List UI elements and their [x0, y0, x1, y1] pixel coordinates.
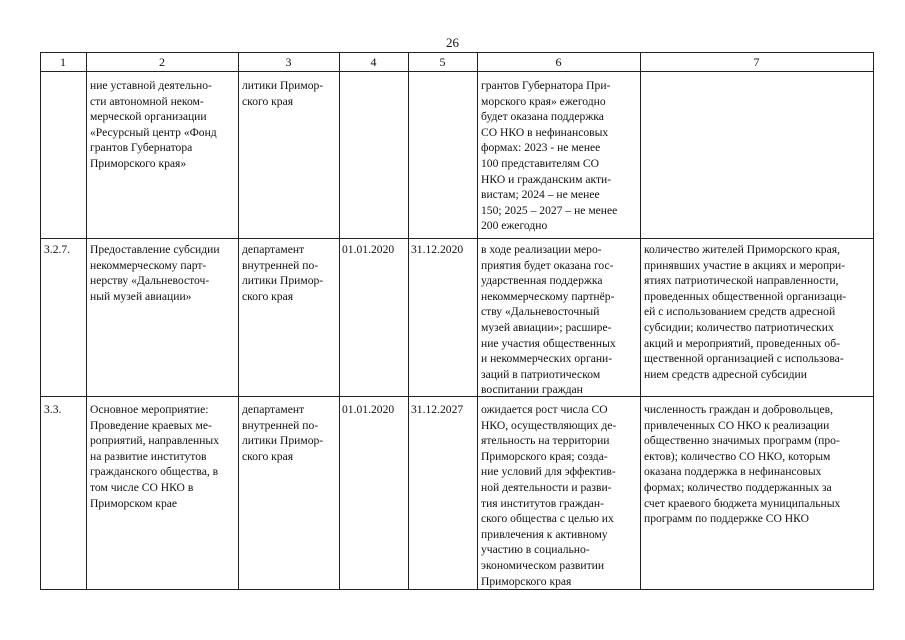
column-divider [238, 52, 239, 590]
header-cell: 6 [555, 55, 562, 69]
activity-name: Основное мероприятие: Проведение краевых ме- роприятий, направленных на развитие институтов гражданского общества, в том числе СО НКО в Приморском крае [90, 403, 219, 510]
row-number: 3.3. [44, 403, 62, 416]
column-divider [40, 52, 41, 590]
executor: литики Примор- ского края [242, 79, 324, 108]
table-border-top [40, 52, 874, 53]
expected-result: в ходе реализации меро- приятия будет оказана гос- ударственная поддержка некоммерческому партнёр- ству «Дальневосточный музей авиации»; расшире- ние участия общественных и некоммерческих органи- заций в патриотическом воспитании граждан [481, 243, 616, 397]
expected-result: ожидается рост числа СО НКО, осуществляющих де- ятельность на территории Приморского края; созда- ние условий для эффектив- ной деятельности и разви- тия институтов граждан- ского общества с целью их привлечения к активному участию в социально- экономическом развитии Приморского края [481, 403, 617, 588]
program-table [40, 52, 874, 590]
header-cell: 3 [285, 55, 292, 69]
end-date: 31.12.2027 [411, 403, 464, 416]
row-divider [40, 238, 874, 239]
header-cell: 1 [60, 55, 66, 69]
row-number: 3.2.7. [44, 243, 71, 256]
end-date: 31.12.2020 [411, 243, 464, 256]
start-date: 01.01.2020 [342, 243, 395, 256]
header-divider [40, 71, 874, 72]
column-divider [408, 52, 409, 590]
column-divider [873, 52, 874, 590]
header-cell: 7 [753, 55, 760, 69]
executor: департамент внутренней по- литики Примор- ского края [242, 243, 324, 303]
column-divider [640, 52, 641, 590]
column-divider [86, 52, 87, 590]
start-date: 01.01.2020 [342, 403, 395, 416]
column-divider [477, 52, 478, 590]
column-divider [339, 52, 340, 590]
page-number: 26 [446, 35, 459, 50]
header-cell: 2 [159, 55, 165, 69]
table-border-bottom [40, 589, 874, 590]
header-cell: 4 [370, 55, 377, 69]
activity-name: Предоставление субсидии некоммерческому парт- нерству «Дальневосточ- ный музей авиации» [90, 243, 220, 303]
executor: департамент внутренней по- литики Примор- ского края [242, 403, 324, 463]
row-divider [40, 396, 874, 397]
indicators: количество жителей Приморского края, принявших участие в акциях и меропри- ятиях патриотической направленности, проведенных общественной организаци- ей с использованием средств адресной субсидии; количество патриотических акций и мероприятий, проведенных об- щественной организацией с использова- нием средств адресной субсидии [644, 243, 847, 381]
header-cell: 5 [439, 55, 446, 69]
indicators: численность граждан и добровольцев, привлеченных СО НКО к реализации общественно значимых программ (про- ектов); количество СО НКО, которым оказана поддержка в нефинансовых формах; количество поддержанных за счет краевого бюджета муниципальных программ по поддержке СО НКО [644, 403, 841, 526]
expected-result: грантов Губернатора При- морского края» ежегодно будет оказана поддержка СО НКО в нефинансовых формах: 2023 - не менее 100 представителям СО НКО и гражданским акти- вистам; 2024 – не менее 150; 2025 – 2027 – не менее 200 ежегодно [481, 79, 618, 233]
activity-name: ние уставной деятельно- сти автономной неком- мерческой организации «Ресурсный центр «Фонд грантов Губернатора Приморского края» [90, 79, 217, 170]
